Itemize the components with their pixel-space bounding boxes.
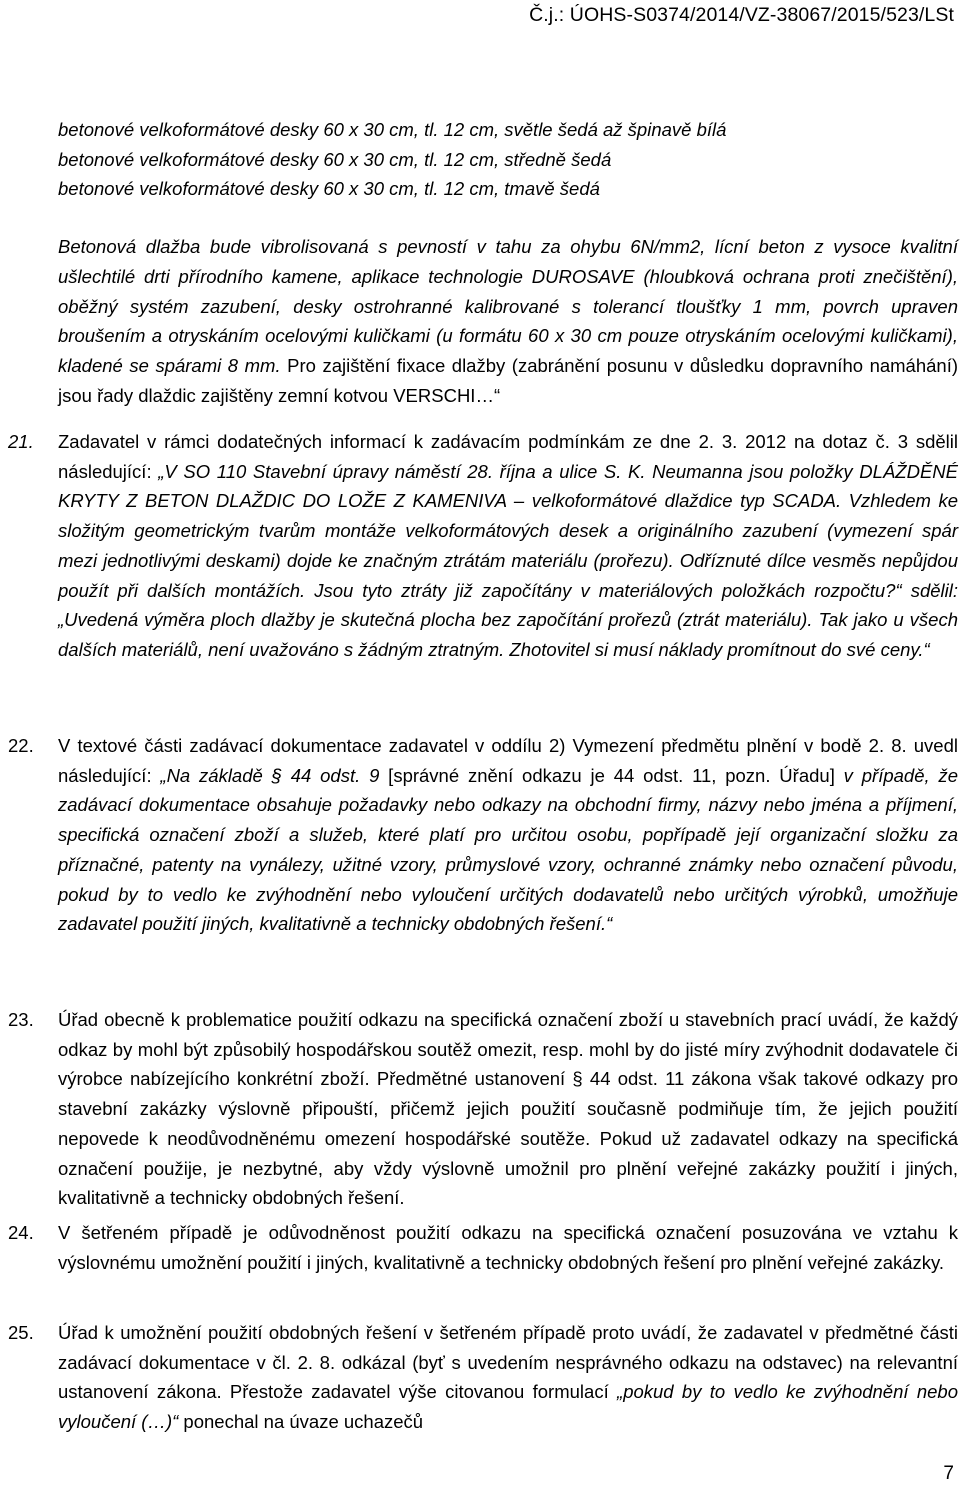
paragraph-number: 25. xyxy=(8,1322,34,1343)
answer-quote: sdělil: „Uvedená výměra ploch dlažby je skutečná plocha bez započítání prořezů (ztrát materiálu). Tak jako u všech dalších materiálů, není uvažováno s žádným ztratným. Zhotovitel si musí náklady promítnout do své ceny.“ xyxy=(58,579,958,660)
paragraph-23 xyxy=(8,1005,958,1213)
document-reference-header: Č.j.: ÚOHS-S0374/2014/VZ-38067/2015/523/LSt xyxy=(529,4,954,26)
paragraph-text-tail: ponechal na úvaze uchazečů xyxy=(178,1411,424,1433)
page-number: 7 xyxy=(943,1463,954,1484)
paragraph-text: Úřad k umožnění použití obdobných řešení v šetřeném případě proto uvádí, že zadavatel v předmětné části zadávací dokumentace v čl. 2. 8. odkázal (byť s uvedením nesprávného odkazu na odstavec) na relevantní ustanovení zákona. Přestože zadavatel výše citovanou formulací xyxy=(58,1322,958,1403)
paving-specification xyxy=(58,232,958,410)
board-line: betonové velkoformátové desky 60 x 30 cm, tl. 12 cm, středně šedá xyxy=(58,148,612,170)
paragraph-text: V šetřeném případě je odůvodněnost použití odkazu na specifická označení posuzována ve vztahu k výslovnému umožnění použití i jiných, kvalitativně a technicky obdobných řešení pro plnění veřejné zakázky. xyxy=(58,1222,958,1273)
tender-quote: v případě, že zadávací dokumentace obsahuje požadavky nebo odkazy na obchodní firmy, názvy nebo jména a příjmení, specifická označení zboží a služeb, které platí pro určitou osobu, popřípadě její organizační složku za příznačné, patenty na vynálezy, užitné vzory, průmyslové vzory, ochranné známky nebo označení původu, pokud by to vedlo ke zvýhodnění nebo vyloučení určitých dodavatelů nebo určitých výrobků, umožňuje zadavatel použití jiných, kvalitativně a technicky obdobných řešení.“ xyxy=(58,764,958,935)
paragraph-number: 22. xyxy=(8,735,34,756)
paragraph-text: Zadavatel v rámci dodatečných informací k zadávacím podmínkám ze dne 2. 3. 2012 na dotaz č. 3 sdělil následující: xyxy=(58,431,958,482)
paragraph-25 xyxy=(8,1318,958,1437)
paragraph-22 xyxy=(8,731,958,939)
spacer-text xyxy=(902,580,911,601)
paragraph-text: Úřad obecně k problematice použití odkazu na specifická označení zboží u stavebních prací uvádí, že každý odkaz by mohl být způsobilý hospodářskou soutěž omezit, resp. mohl by do jisté míry zvýhodnit dodavatele či výrobce nabízejícího konkrétní zboží. Předmětné ustanovení § 44 odst. 11 zákona však takové odkazy pro stavební zakázky výslovně připouští, přičemž jejich použití současně podmiňuje tím, že jejich použití nepovede k neodůvodněnému omezení hospodářské soutěže. Pokud už zadavatel odkazy na specifická označení použije, je nezbytné, aby vždy výslovně umožnil pro plnění veřejné zakázky použití i jiných, kvalitativně a technicky obdobných řešení. xyxy=(58,1009,958,1209)
paragraph-24 xyxy=(8,1218,958,1277)
specification-quote xyxy=(58,115,958,410)
paragraph-number: 21. xyxy=(8,431,34,452)
question-quote: „V SO 110 Stavební úpravy náměstí 28. října a ulice S. K. Neumanna jsou položky DLÁŽDĚNÉ KRYTY Z BETON DLAŽDIC DO LOŽE Z KAMENIVA – velkoformátové dlaždice typ SCADA. Vzhledem ke složitým geometrickým tvarům montáže velkoformátových desek a originálního zazubení (vymezení spár mezi jednotlivými deskami) dojde ke značným ztrátám materiálu (prořezu). Odříznuté dílce vesměs nepůjdou použít při dalších montážích. Jsou tyto ztráty již započítány v materiálových položkách rozpočtu?“ xyxy=(58,460,958,601)
paragraph-text: V textové části zadávací dokumentace zadavatel v oddílu 2) Vymezení předmětu plnění v bodě 2. 8. uvedl následující: xyxy=(58,735,958,786)
specification-tail: Pro zajištění fixace dlažby (zabránění posunu v důsledku dopravního namáhání) jsou řady dlaždic zajištěny zemní kotvou VERSCHI…“ xyxy=(58,354,959,406)
paragraph-21 xyxy=(8,427,958,665)
paragraph-number: 24. xyxy=(8,1222,34,1243)
office-note: [správné znění odkazu je 44 odst. 11, pozn. Úřadu] xyxy=(379,764,844,786)
board-line: betonové velkoformátové desky 60 x 30 cm, tl. 12 cm, tmavě šedá xyxy=(58,178,600,200)
phrase-quote: „pokud by to vedlo ke zvýhodnění nebo vyloučení (…)“ xyxy=(58,1381,958,1433)
paragraph-number: 23. xyxy=(8,1009,34,1030)
law-citation-quote: „Na základě § 44 odst. 9 xyxy=(160,764,380,786)
specification-text: Betonová dlažba bude vibrolisovaná s pevností v tahu za ohybu 6N/mm2, lícní beton z vysoce kvalitní ušlechtilé drti přírodního kamene, aplikace technologie DUROSAVE (hloubková ochrana proti znečištění), oběžný systém zazubení, desky ostrohranné kalibrované s tolerancí tloušťky 1 mm, povrch upraven broušením a otryskáním ocelovými kuličkami (u formátu 60 x 30 cm pouze otryskáním ocelovými kuličkami), kladené se spárami 8 mm. xyxy=(58,236,958,376)
board-line: betonové velkoformátové desky 60 x 30 cm, tl. 12 cm, světle šedá až špinavě bílá xyxy=(58,119,727,140)
